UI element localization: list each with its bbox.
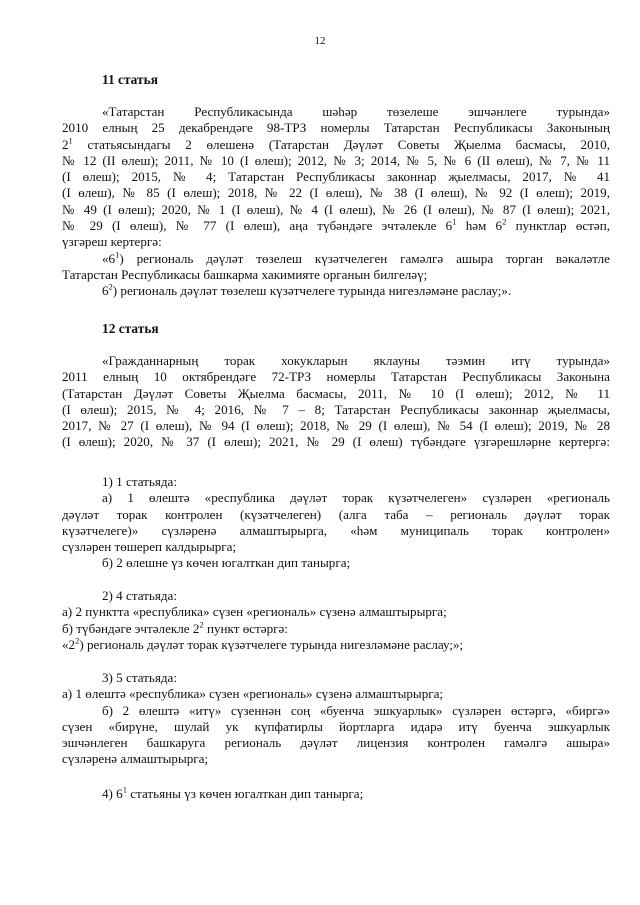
item-3-subpoint-b: сүзләренә алмаштырырга; (62, 751, 209, 767)
item-3-title: 3) 5 статьяда: (102, 670, 177, 685)
article-11-intro-line: $2^1$ статьясындагы 2 өлешенә (Татарстан Дәүләт Советы Җыелма басмасы, 2010, (62, 135, 610, 152)
article-11-point-6-1: Татарстан Республикасы башкарма хакимияте органын билгеләү; (62, 266, 428, 282)
article-12-intro-line: (I өлеш); 2015, № 4; 2016, № 7 – 8; Татарстан Республикасы законнар җыелмасы, (62, 401, 610, 417)
article-12-intro-line: (I өлеш); 2020, № 37 (I өлеш); 2021, № 29 (I өлеш) түбәндәге үзгәрешләрне кертергә: (62, 434, 610, 450)
article-11-intro-line: № 49 (I өлеш); 2020, № 1 (I өлеш), № 4 (I өлеш), № 26 (I өлеш), № 87 (I өлеш); 2021, (62, 201, 610, 217)
article-11-intro-line: 2010 елның 25 декабрендәге 98-ТРЗ номерлы Татарстан Республикасы Законының (62, 120, 610, 136)
article-12-item-4 (62, 786, 610, 802)
article-11-intro-line: № 12 (II өлеш); 2011, № 10 (I өлеш); 2012, № 3; 2014, № 5, № 6 (II өлеш), № 7, № 11 (62, 152, 610, 168)
article-11-point-6-2: $6^2$) региональ дәүләт төзелеш күзәтчелеге турында нигезләмәне раслау;». (102, 281, 512, 299)
item-3-subpoint-a: а) 1 өлештә «республика» сүзен «региональ» сүзенә алмаштырырга; (62, 686, 444, 702)
item-1-subpoint-b: б) 2 өлешне үз көчен югалткан дип танырга; (102, 555, 351, 571)
item-3-subpoint-b: б) 2 өлештә «итү» сүзеннән соң «буенча эшкуарлык» сүзләрен өстәргә, «биргә» (102, 702, 610, 718)
item-3-subpoint-b: эшчәнлеген башкаруга региональ дәүләт лицензия контролен гамәлгә ашыра» (62, 735, 610, 751)
item-1-title: 1) 1 статьяда: (102, 474, 177, 489)
item-2-subpoint-b: б) түбәндәге эчтәлекле $2^2$ пункт өстәргә: (62, 619, 288, 636)
article-12-intro-line: (Татарстан Дәүләт Советы Җыелма басмасы, 2011, № 10 (I өлеш); 2012, № 11 (62, 385, 610, 401)
item-1-subpoint-a: а) 1 өлештә «республика дәүләт торак күзәтчелеген» сүзләрен «региональ (102, 490, 610, 506)
article-12-item-2 (62, 588, 610, 653)
article-12-intro-line: «Гражданнарның торак хокукларын яклауны тәэмин итү турында» (102, 353, 610, 368)
article-11-intro (62, 104, 610, 300)
item-1-subpoint-a: сүзләрен төшереп калдырырга; (62, 539, 237, 555)
article-12-intro-line: 2017, № 27 (I өлеш), № 94 (I өлеш); 2018, № 29 (I өлеш), № 54 (I өлеш); 2019, № 28 (62, 418, 610, 434)
article-11-intro-line: № 29 (I өлеш), № 77 (I өлеш), аңа түбәндәге эчтәлекле $6^1$ һәм $6^2$ пунктлар өстәп, (62, 216, 610, 234)
article-12-item-3 (62, 670, 610, 768)
item-1-subpoint-a: күзәтчелеге)» сүзләренә алмаштырырга, «һәм муниципаль торак контролен» (62, 522, 610, 538)
item-2-subpoint-c: «$2^2$) региональ дәүләт торак күзәтчелеге турында нигезләмәне раслау;»; (62, 635, 464, 652)
article-12-intro (62, 353, 610, 451)
article-12-heading: 12 статья (102, 321, 159, 336)
article-12-item-1 (62, 474, 610, 572)
article-11-point-6-1: «$6^1$) региональ дәүләт төзелеш күзәтчелеген гамәлгә ашыра торган вәкаләтле (102, 249, 610, 266)
item-4: 4) $6^1$ статьяны үз көчен югалткан дип танырга; (102, 784, 364, 801)
item-3-subpoint-b: сүзен «бирүне, шулай ук күпфатирлы йортларга идарә итү буенча эшкуарлык (62, 718, 610, 734)
item-2-subpoint-a: а) 2 пунктта «республика» сүзен «региональ» сүзенә алмаштырырга; (62, 604, 447, 620)
article-11-intro-line: «Татарстан Республикасында шәһәр төзелеше эшчәнлеге турында» (102, 104, 610, 119)
article-11-heading: 11 статья (102, 72, 158, 87)
article-11-intro-line: (I өлеш), № 85 (I өлеш); 2018, № 22 (I өлеш), № 38 (I өлеш), № 92 (I өлеш); 2019, (62, 185, 610, 201)
article-11-intro-line: үзгәреш кертергә: (62, 234, 162, 250)
article-11-intro-line: (I өлеш); 2015, № 4; Татарстан Республикасы законнар җыелмасы, 2017, № 41 (62, 169, 610, 185)
item-1-subpoint-a: дәүләт торак контролен (күзәтчелеген) (алга таба – региональ дәүләт торак (62, 506, 610, 522)
page-number: 12 (314, 35, 326, 47)
article-12-intro-line: 2011 елның 10 октябрендәге 72-ТРЗ номерлы Татарстан Республикасы Законына (62, 369, 610, 385)
item-2-title: 2) 4 статьяда: (102, 588, 177, 603)
